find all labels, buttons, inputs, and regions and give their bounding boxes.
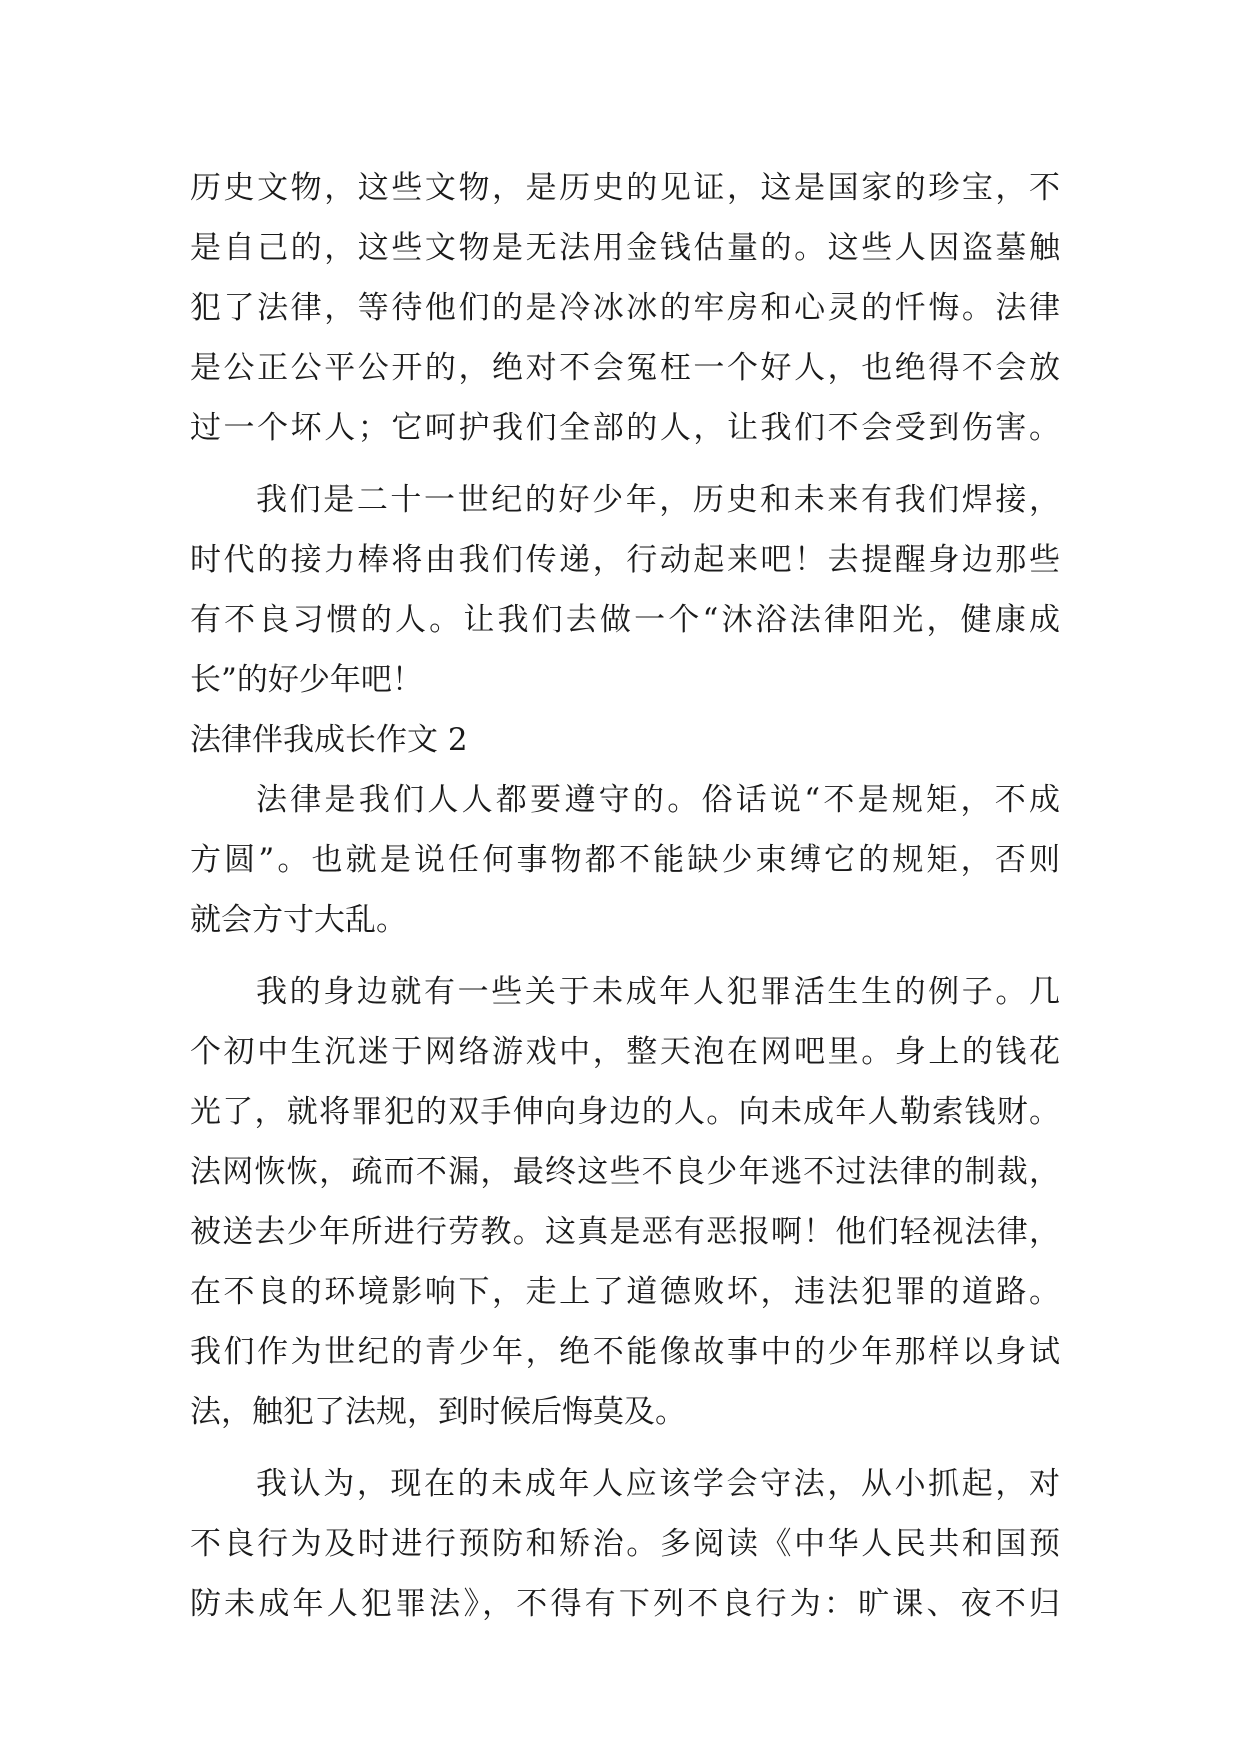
text-line: 过一个坏人；它呵护我们全部的人，让我们不会受到伤害。 bbox=[190, 410, 1060, 446]
text-line: 法律是我们人人都要遵守的。俗话说“不是规矩，不成 bbox=[256, 782, 1060, 818]
text-line: 我认为，现在的未成年人应该学会守法，从小抓起，对 bbox=[256, 1466, 1060, 1502]
text-line: 犯了法律，等待他们的是冷冰冰的牢房和心灵的忏悔。法律 bbox=[190, 290, 1060, 326]
text-line: 法，触犯了法规，到时候后悔莫及。 bbox=[190, 1394, 686, 1430]
paragraph-gap bbox=[190, 950, 1060, 962]
text-line: 我们作为世纪的青少年，绝不能像故事中的少年那样以身试 bbox=[190, 1334, 1060, 1370]
text-line: 法网恢恢，疏而不漏，最终这些不良少年逃不过法律的制裁， bbox=[190, 1154, 1060, 1190]
text-line: 我的身边就有一些关于未成年人犯罪活生生的例子。几 bbox=[256, 974, 1060, 1010]
text-line: 就会方寸大乱。 bbox=[190, 902, 407, 938]
paragraph bbox=[190, 158, 1060, 458]
text-line: 个初中生沉迷于网络游戏中，整天泡在网吧里。身上的钱花 bbox=[190, 1034, 1060, 1070]
text-line: 长”的好少年吧！ bbox=[190, 662, 423, 698]
text-line: 历史文物，这些文物，是历史的见证，这是国家的珍宝，不 bbox=[190, 170, 1060, 206]
text-line: 在不良的环境影响下，走上了道德败坏，违法犯罪的道路。 bbox=[190, 1274, 1060, 1310]
paragraph bbox=[190, 770, 1060, 950]
text-line: 是自己的，这些文物是无法用金钱估量的。这些人因盗墓触 bbox=[190, 230, 1060, 266]
text-line: 防未成年人犯罪法》，不得有下列不良行为：旷课、夜不归 bbox=[190, 1586, 1060, 1622]
paragraph-gap bbox=[190, 458, 1060, 470]
paragraph bbox=[190, 1454, 1060, 1634]
text-line: 是公正公平公开的，绝对不会冤枉一个好人，也绝得不会放 bbox=[190, 350, 1060, 386]
text-line: 光了，就将罪犯的双手伸向身边的人。向未成年人勒索钱财。 bbox=[190, 1094, 1060, 1130]
section-heading: 法律伴我成长作文 2 bbox=[190, 722, 468, 758]
text-line: 时代的接力棒将由我们传递，行动起来吧！去提醒身边那些 bbox=[190, 542, 1060, 578]
text-line: 我们是二十一世纪的好少年，历史和未来有我们焊接， bbox=[256, 482, 1060, 518]
text-line: 被送去少年所进行劳教。这真是恶有恶报啊！他们轻视法律， bbox=[190, 1214, 1060, 1250]
paragraph-gap bbox=[190, 1442, 1060, 1454]
paragraph bbox=[190, 470, 1060, 710]
text-line: 方圆”。也就是说任何事物都不能缺少束缚它的规矩，否则 bbox=[190, 842, 1060, 878]
text-line: 不良行为及时进行预防和矫治。多阅读《中华人民共和国预 bbox=[190, 1526, 1060, 1562]
paragraph bbox=[190, 962, 1060, 1442]
document-body bbox=[190, 158, 1060, 1634]
text-line: 有不良习惯的人。让我们去做一个“沐浴法律阳光，健康成 bbox=[190, 602, 1060, 638]
